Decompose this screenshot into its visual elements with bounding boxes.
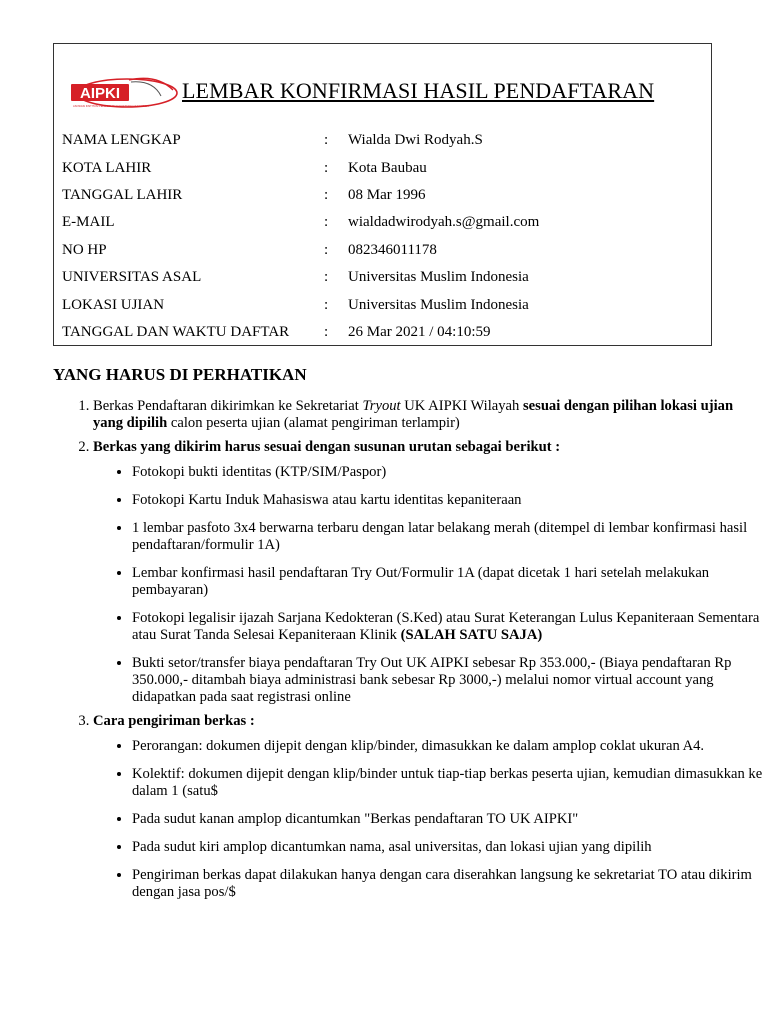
document-item: • Fotokopi legalisir ijazah Sarjana Kedokteran (S.Ked) atau Surat Keterangan Lulus Kepaniteraan Sementara atau Surat Tanda Selesai Kepaniteraan Klinik (SALAH SATU SAJA) [132, 610, 763, 644]
info-row [62, 209, 539, 236]
registration-info-table [62, 127, 539, 346]
info-value: Kota Baubau [348, 159, 427, 176]
aipki-logo [69, 76, 179, 110]
info-colon: : [324, 241, 329, 258]
shipping-method-list [93, 738, 763, 901]
info-label: NO HP [62, 241, 107, 258]
info-row [62, 127, 539, 154]
info-row [62, 291, 539, 318]
document-item: • Lembar konfirmasi hasil pendaftaran Try Out/Formulir 1A (dapat dicetak 1 hari setelah melakukan pembayaran) [132, 565, 763, 599]
header [69, 72, 709, 112]
info-value: 082346011178 [348, 241, 437, 258]
info-label: UNIVERSITAS ASAL [62, 269, 202, 286]
info-value: wialdadwirodyah.s@gmail.com [348, 214, 540, 231]
shipping-item: • Perorangan: dokumen dijepit dengan klip/binder, dimasukkan ke dalam amplop coklat ukuran A4. [132, 738, 763, 755]
info-colon: : [324, 186, 329, 203]
info-value: 08 Mar 1996 [348, 186, 426, 203]
shipping-item: • Pengiriman berkas dapat dilakukan hanya dengan cara diserahkan langsung ke sekretariat TO atau dikirim dengan jasa pos/$ [132, 867, 763, 901]
notes-list [53, 398, 763, 908]
logo-text: AIPKI [79, 85, 121, 102]
info-colon: : [324, 296, 329, 313]
info-colon: : [324, 159, 329, 176]
note-item-3: 3. Cara pengiriman berkas : • Perorangan: dokumen dijepit dengan klip/binder, dimasukkan ke dalam amplop coklat ukuran A4. • Kolektif: dokumen dijepit dengan klip/binder untuk tiap-tiap berkas peserta ujian, kemudian dimasukkan ke dalam 1 (satu$ • Pada sudut kanan amplop dicantumkan "Berkas pendaftaran TO UK AIPKI" • Pada sudut kiri amplop dicantumkan nama, asal universitas, dan lokasi ujian yang dipilih • Pengiriman berkas dapat dilakukan hanya dengan cara diserahkan langsung ke sekretariat TO atau dikirim dengan jasa pos/$ [93, 713, 763, 901]
document-item: • 1 lembar pasfoto 3x4 berwarna terbaru dengan latar belakang merah (ditempel di lembar konfirmasi hasil pendaftaran/formulir 1A) [132, 520, 763, 554]
info-label: LOKASI UJIAN [62, 296, 165, 313]
shipping-item: • Pada sudut kiri amplop dicantumkan nama, asal universitas, dan lokasi ujian yang dipilih [132, 839, 763, 856]
document-item: • Fotokopi bukti identitas (KTP/SIM/Paspor) [132, 464, 763, 481]
info-value: Wialda Dwi Rodyah.S [348, 132, 483, 149]
info-row [62, 182, 539, 209]
shipping-item: • Kolektif: dokumen dijepit dengan klip/binder untuk tiap-tiap berkas peserta ujian, kemudian dimasukkan ke dalam 1 (satu$ [132, 766, 763, 800]
info-value: 26 Mar 2021 / 04:10:59 [348, 323, 491, 340]
notes-heading: YANG HARUS DI PERHATIKAN [53, 365, 307, 384]
info-row [62, 237, 539, 264]
info-label: KOTA LAHIR [62, 159, 152, 176]
info-row [62, 264, 539, 291]
confirmation-box [53, 43, 712, 346]
info-value: Universitas Muslim Indonesia [348, 296, 529, 313]
note-item-2: 2. Berkas yang dikirim harus sesuai dengan susunan urutan sebagai berikut : • Fotokopi bukti identitas (KTP/SIM/Paspor) • Fotokopi Kartu Induk Mahasiswa atau kartu identitas kepaniteraan • 1 lembar pasfoto 3x4 berwarna terbaru dengan latar belakang merah (ditempel di lembar konfirmasi hasil pendaftaran/formulir 1A) • Lembar konfirmasi hasil pendaftaran Try Out/Formulir 1A (dapat dicetak 1 hari setelah melakukan pembayaran) • Fotokopi legalisir ijazah Sarjana Kedokteran (S.Ked) atau Surat Keterangan Lulus Kepaniteraan Sementara atau Surat Tanda Selesai Kepaniteraan Klinik (SALAH SATU SAJA) • Bukti setor/transfer biaya pendaftaran Try Out UK AIPKI sebesar Rp 353.000,- (Biaya pendaftaran Rp 350.000,- ditambah biaya administrasi bank sebesar Rp 3000,-) melalui nomor virtual account yang didapatkan pada saat registrasi online [93, 439, 763, 706]
info-value: Universitas Muslim Indonesia [348, 269, 529, 286]
document-item: • Bukti setor/transfer biaya pendaftaran Try Out UK AIPKI sebesar Rp 353.000,- (Biaya pendaftaran Rp 350.000,- ditambah biaya administrasi bank sebesar Rp 3000,-) melalui nomor virtual account yang didapatkan pada saat registrasi online [132, 655, 763, 706]
shipping-item: • Pada sudut kanan amplop dicantumkan "Berkas pendaftaran TO UK AIPKI" [132, 811, 763, 828]
info-label: NAMA LENGKAP [62, 132, 181, 149]
info-colon: : [324, 269, 329, 286]
info-label: TANGGAL LAHIR [62, 186, 183, 203]
info-label: E-MAIL [62, 214, 115, 231]
info-row [62, 319, 539, 346]
info-colon: : [324, 323, 329, 340]
info-row [62, 154, 539, 181]
note-item-1: 1. Berkas Pendaftaran dikirimkan ke Sekretariat Tryout UK AIPKI Wilayah sesuai dengan pilihan lokasi ujian yang dipilih calon peserta ujian (alamat pengiriman terlampir) [93, 398, 763, 432]
info-label: TANGGAL DAN WAKTU DAFTAR [62, 323, 290, 340]
info-colon: : [324, 132, 329, 149]
info-colon: : [324, 214, 329, 231]
document-item: • Fotokopi Kartu Induk Mahasiswa atau kartu identitas kepaniteraan [132, 492, 763, 509]
page-title: LEMBAR KONFIRMASI HASIL PENDAFTARAN [182, 78, 655, 103]
logo-subtext: ASOSIASI INSTITUSI PENDIDIKAN KEDOKTERAN INDONESIA [73, 105, 149, 108]
required-documents-list [93, 464, 763, 706]
